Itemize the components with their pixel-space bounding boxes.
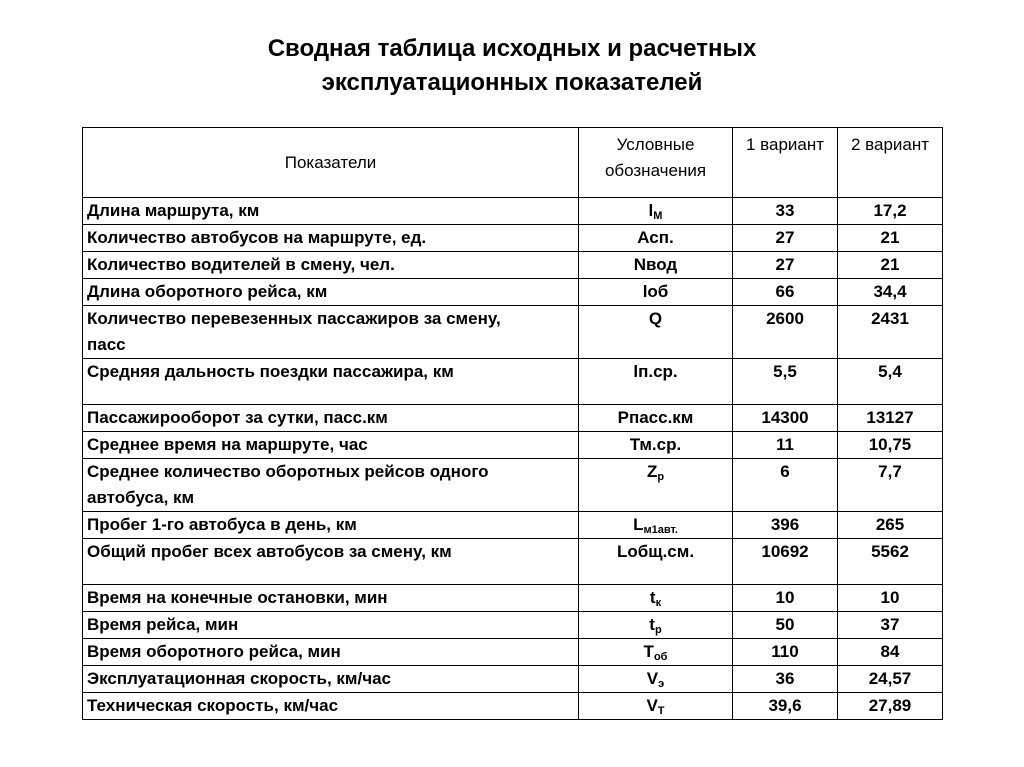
symbol-cell [579,539,733,585]
symbol-text: t [649,615,655,634]
indicator-cell [83,198,579,225]
title-line-2: эксплуатационных показателей [321,69,703,96]
symbol-cell [579,198,733,225]
header-symbol: Условные обозначения [579,128,733,198]
variant-1-value: 27 [733,225,838,252]
indicator-cell [83,279,579,306]
variant-1-value: 11 [733,432,838,459]
table-row [83,585,943,612]
symbol-text: l [648,201,654,220]
indicator-cell [83,459,579,512]
symbol-subscript: Т [657,705,665,717]
symbol-cell [579,405,733,432]
table-row [83,539,943,585]
symbol-text: t [649,588,656,607]
variant-2-value: 265 [838,512,943,539]
indicator-name: Количество автобусов на маршруте, ед. [87,228,427,247]
indicator-name: Количество перевезенных пассажиров за смену, [87,309,501,328]
symbol-subscript: р [654,624,662,636]
indicator-cell [83,512,579,539]
symbol-subscript: э [658,678,665,690]
variant-2-value: 2431 [838,306,943,359]
variant-1-value: 110 [733,639,838,666]
symbol-cell [579,459,733,512]
indicator-name: Эксплуатационная скорость, км/час [87,669,391,688]
symbol-cell [579,252,733,279]
header-row [83,128,943,198]
table-row [83,612,943,639]
header-indicator: Показатели [83,128,579,198]
variant-1-value: 27 [733,252,838,279]
indicator-cell [83,539,579,585]
symbol-subscript: к [655,597,662,609]
table-row [83,512,943,539]
indicator-cell [83,693,579,720]
variant-2-value: 5,4 [838,359,943,405]
variant-1-value: 396 [733,512,838,539]
symbol-text: lп.ср. [633,362,678,381]
table-row [83,198,943,225]
table-row [83,693,943,720]
variant-2-value: 5562 [838,539,943,585]
symbol-cell [579,306,733,359]
table-body [83,198,943,720]
indicator-name: Пробег 1-го автобуса в день, км [87,515,357,534]
symbol-text: V [646,696,658,715]
symbol-subscript: р [657,471,665,483]
indicator-name-continued: автобуса, км [87,488,195,507]
symbol-text: Т [643,642,654,661]
indicator-cell [83,585,579,612]
indicator-cell [83,666,579,693]
summary-table [82,127,943,720]
indicator-name: Время на конечные остановки, мин [87,588,388,607]
table-row [83,252,943,279]
indicator-cell [83,306,579,359]
symbol-cell [579,585,733,612]
table-row [83,359,943,405]
variant-2-value: 10,75 [838,432,943,459]
indicator-name: Общий пробег всех автобусов за смену, км [87,542,452,561]
variant-1-value: 39,6 [733,693,838,720]
variant-2-value: 17,2 [838,198,943,225]
symbol-text: Рпасс.км [617,408,694,427]
variant-1-value: 66 [733,279,838,306]
symbol-cell [579,279,733,306]
variant-2-value: 21 [838,225,943,252]
variant-2-value: 7,7 [838,459,943,512]
symbol-cell [579,359,733,405]
variant-2-value: 27,89 [838,693,943,720]
variant-1-value: 10 [733,585,838,612]
indicator-cell [83,225,579,252]
symbol-subscript: об [653,651,668,663]
symbol-cell [579,666,733,693]
variant-1-value: 5,5 [733,359,838,405]
variant-2-value: 34,4 [838,279,943,306]
symbol-text: L [633,515,644,534]
table-row [83,639,943,666]
header-variant-1: 1 вариант [733,128,838,198]
variant-2-value: 37 [838,612,943,639]
title-line-1: Сводная таблица исходных и расчетных [267,35,757,62]
indicator-cell [83,252,579,279]
symbol-text: Lобщ.см. [616,542,695,561]
variant-2-value: 21 [838,252,943,279]
symbol-text: Z [646,462,658,481]
symbol-subscript: м1авт. [643,524,678,536]
table-row [83,459,943,512]
header-variant-2: 2 вариант [838,128,943,198]
indicator-name: Длина маршрута, км [87,201,260,220]
indicator-name-continued: пасс [87,335,126,354]
variant-2-value: 24,57 [838,666,943,693]
variant-1-value: 14300 [733,405,838,432]
indicator-name: Среднее количество оборотных рейсов одного [87,462,489,481]
variant-1-value: 10692 [733,539,838,585]
variant-1-value: 6 [733,459,838,512]
symbol-cell [579,225,733,252]
indicator-name: Длина оборотного рейса, км [87,282,328,301]
indicator-name: Пассажирооборот за сутки, пасс.км [87,408,388,427]
variant-1-value: 2600 [733,306,838,359]
symbol-cell [579,639,733,666]
indicator-cell [83,405,579,432]
variant-2-value: 13127 [838,405,943,432]
indicator-cell [83,359,579,405]
table-row [83,432,943,459]
table-row [83,405,943,432]
table-row [83,279,943,306]
page-title [0,32,1024,100]
symbol-text: Nвод [633,255,678,274]
symbol-text: Асп. [637,228,674,247]
table-row [83,306,943,359]
symbol-text: lоб [642,282,669,301]
indicator-cell [83,612,579,639]
indicator-cell [83,639,579,666]
variant-1-value: 50 [733,612,838,639]
variant-2-value: 10 [838,585,943,612]
symbol-subscript: М [653,210,663,222]
indicator-name: Среднее время на маршруте, час [87,435,368,454]
variant-1-value: 36 [733,666,838,693]
symbol-text: Q [648,309,663,328]
indicator-name: Техническая скорость, км/час [87,696,339,715]
variant-2-value: 84 [838,639,943,666]
symbol-text: V [646,669,659,688]
indicator-name: Средняя дальность поездки пассажира, км [87,362,454,381]
symbol-cell [579,432,733,459]
table-row [83,225,943,252]
indicator-cell [83,432,579,459]
indicator-name: Количество водителей в смену, чел. [87,255,395,274]
symbol-cell [579,693,733,720]
indicator-name: Время оборотного рейса, мин [87,642,341,661]
symbol-cell [579,612,733,639]
variant-1-value: 33 [733,198,838,225]
symbol-cell [579,512,733,539]
table-row [83,666,943,693]
indicator-name: Время рейса, мин [87,615,239,634]
symbol-text: Тм.ср. [629,435,682,454]
